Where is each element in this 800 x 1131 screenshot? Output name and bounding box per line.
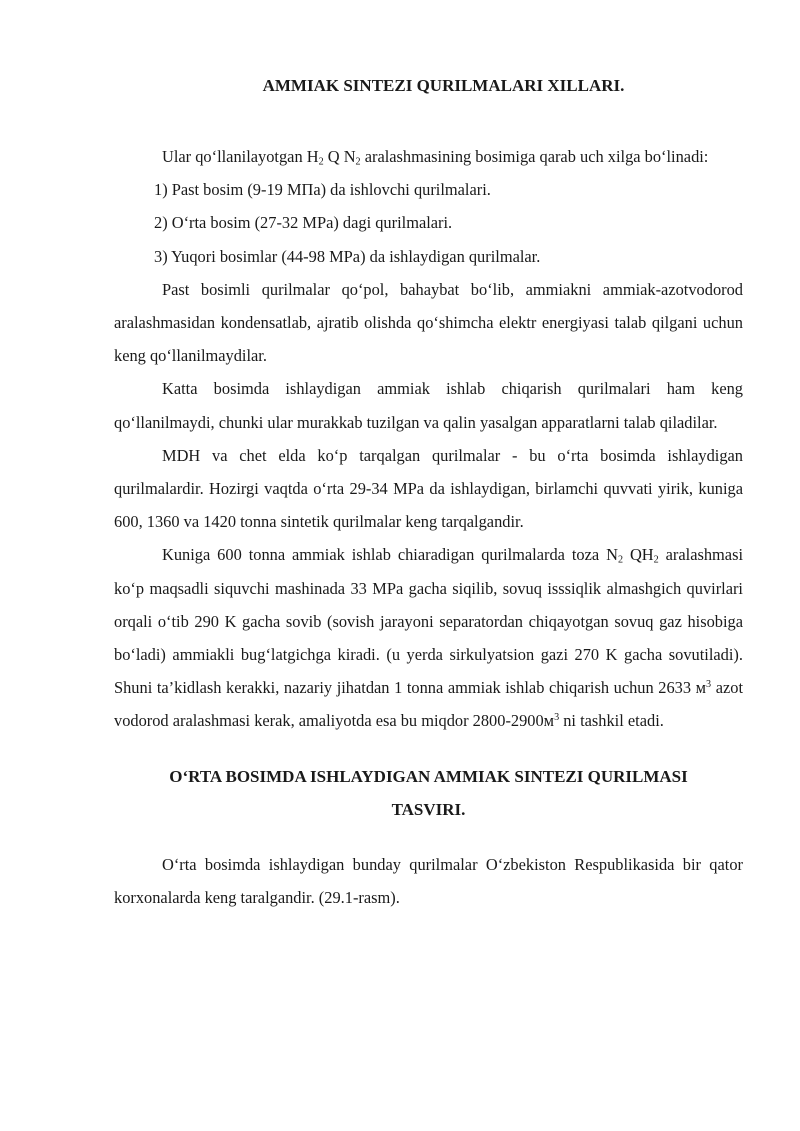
paragraph-process — [114, 538, 743, 737]
list-item: 2) O‘rta bosim (27-32 MPa) dagi qurilmalari. — [154, 213, 453, 233]
text-run: aralashmasining bosimiga qarab uch xilga bo‘linadi: — [360, 147, 709, 166]
text-run: aralashmasi ko‘p maqsadli siquvchi mashinada 33 MPa gacha siqilib, sovuq isssiqlik almashgich quvirlari orqali o‘tib 290 K gacha sovib (sovish jarayoni separatordan chiqayotgan sovuq gaz hisobiga bo‘ladi) ammiakli bug‘latgichga kiradi. (u yerda sirkulyatsion gazi 270 K gacha sovutiladi). Shuni ta’kidlash kerakki, nazariy jihatdan 1 tonna ammiak ishlab chiqarish uchun 2633 м — [114, 545, 743, 698]
subscript: 2 — [617, 554, 624, 566]
text-run: Ular qo‘llanilayotgan H — [162, 147, 319, 166]
subscript: 2 — [653, 554, 659, 566]
paragraph-high-pressure: Katta bosimda ishlaydigan ammiak ishlab chiqarish qurilmalari ham keng qo‘llanilmaydi, chunki ular murakkab tuzilgan va qalin yasalgan apparatlarni talab qiladilar. — [114, 379, 743, 432]
section-heading-line: O‘RTA BOSIMDA ISHLAYDIGAN AMMIAK SINTEZI QURILMASI — [169, 766, 688, 786]
subscript: 2 — [318, 156, 324, 168]
document-body — [114, 140, 743, 914]
text-run: Q N — [323, 147, 356, 166]
paragraph-medium-pressure: MDH va chet elda ko‘p tarqalgan qurilmalar - bu o‘rta bosimda ishlaydigan qurilmalardir. Hozirgi vaqtda o‘rta 29-34 MPa da ishlaydigan, birlamchi quvvati yirik, kuniga 600, 1360 va 1420 tonna sintetik qurilmalar keng tarqalgandir. — [114, 445, 743, 532]
section-heading-line: TASVIRI. — [391, 799, 466, 819]
list-item: 1) Past bosim (9-19 MПa) da ishlovchi qurilmalari. — [154, 180, 491, 200]
subscript: 2 — [355, 156, 361, 168]
paragraph-figure-reference: O‘rta bosimda ishlaydigan bunday qurilmalar O‘zbekiston Respublikasida bir qator korxonalarda keng taralgandir. (29.1-rasm). — [114, 854, 743, 907]
superscript: 3 — [554, 712, 560, 724]
page-title: AMMIAK SINTEZI QURILMALARI XILLARI. — [262, 76, 625, 95]
paragraph-low-pressure: Past bosimli qurilmalar qo‘pol, bahaybat bo‘lib, ammiakni ammiak-azotvodorod aralashmasidan kondensatlab, ajratib olishda qo‘shimcha elektr energiyasi talab qilgani uchun keng qo‘llanilmaydilar. — [114, 279, 743, 366]
section-heading — [114, 760, 743, 826]
text-run: QH — [623, 545, 654, 565]
text-run: azot vodorod aralashmasi kerak, amaliyotda esa bu miqdor 2800-2900м — [114, 678, 743, 731]
superscript: 3 — [706, 679, 712, 691]
list-item: 3) Yuqori bosimlar (44-98 MPa) da ishlaydigan qurilmalar. — [154, 246, 541, 266]
paragraph-intro — [114, 140, 743, 173]
text-run: Kuniga 600 tonna ammiak ishlab chiaradigan qurilmalarda toza N — [162, 545, 618, 565]
text-run: ni tashkil etadi. — [559, 711, 664, 731]
